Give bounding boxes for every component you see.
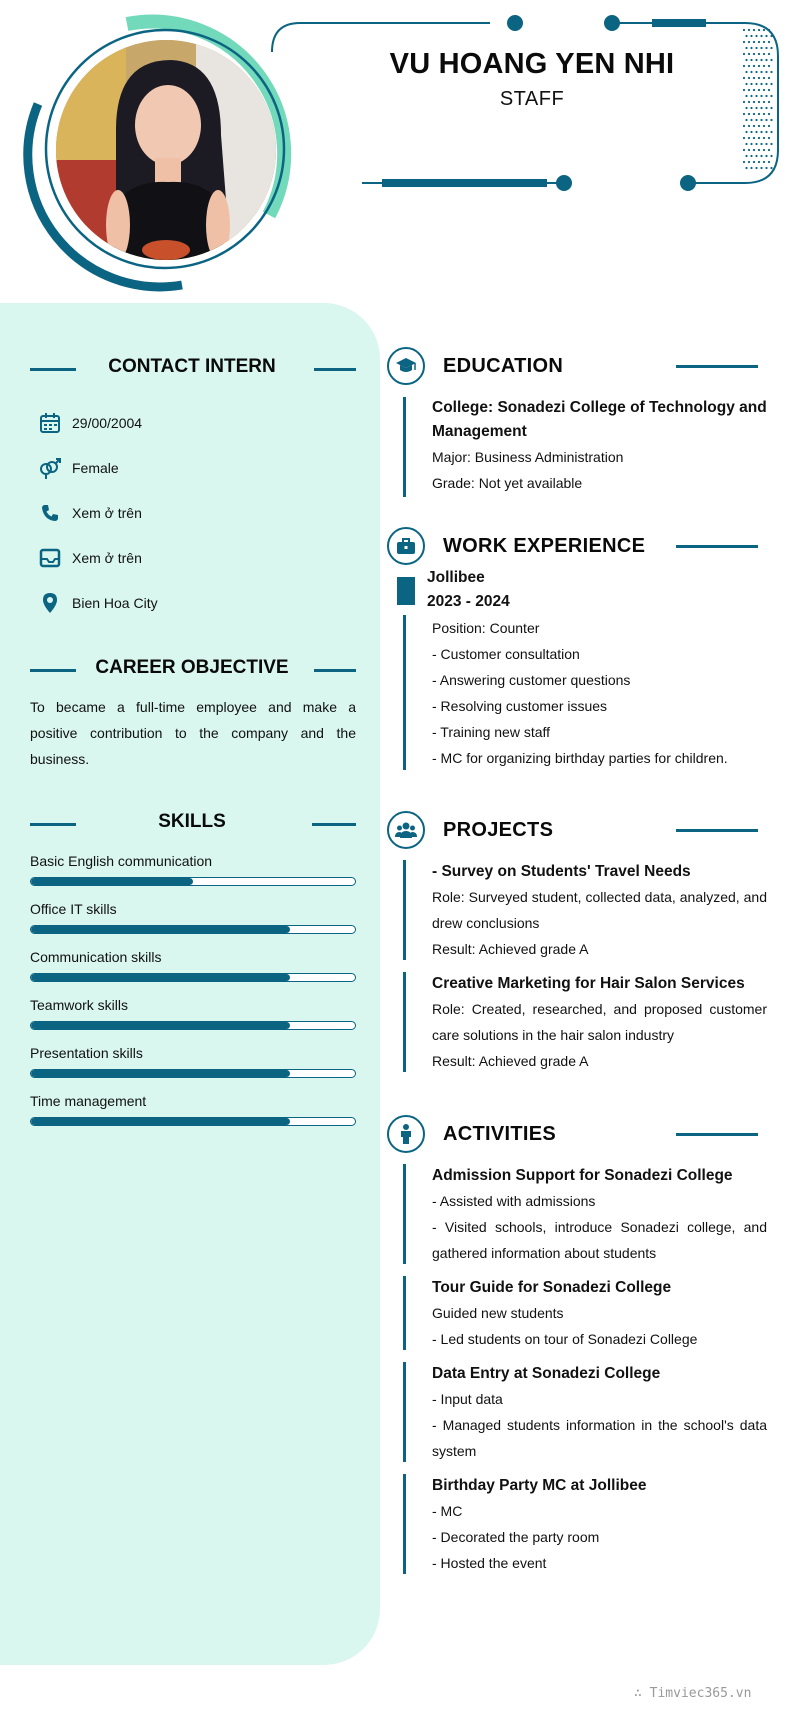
timeline-line: [403, 1276, 406, 1350]
activity-line: Guided new students: [432, 1305, 564, 1321]
work-period: 2023 - 2024: [427, 593, 510, 610]
divider: [30, 368, 76, 371]
skill-name: Office IT skills: [30, 901, 117, 917]
education-entry: [432, 396, 767, 496]
skill-item: [30, 901, 356, 934]
skill-bar-fill: [31, 878, 193, 885]
contact-gender: [38, 455, 119, 481]
activity-name: Admission Support for Sonadezi College: [432, 1167, 733, 1184]
contact-text: Xem ở trên: [72, 505, 142, 521]
divider: [314, 669, 356, 672]
skill-bar-fill: [31, 926, 290, 933]
skill-name: Communication skills: [30, 949, 162, 965]
timeline-line: [403, 1164, 406, 1264]
contact-location: [38, 590, 158, 616]
activity-line: - Decorated the party room: [432, 1529, 600, 1545]
contact-birthday: [38, 410, 142, 436]
activity-item: [432, 1164, 767, 1266]
grade: Grade: Not yet available: [432, 475, 583, 491]
major: Major: Business Administration: [432, 449, 624, 465]
skill-name: Time management: [30, 1093, 147, 1109]
college-name: College: Sonadezi College of Technology and Management: [432, 399, 767, 440]
project-name: - Survey on Students' Travel Needs: [432, 863, 691, 880]
phone-icon: [38, 501, 62, 525]
skill-bar: [30, 877, 356, 886]
divider: [312, 823, 356, 826]
divider: [676, 829, 758, 832]
graduation-cap-icon: [387, 347, 425, 385]
skills-title: SKILLS: [158, 811, 226, 832]
divider: [314, 368, 356, 371]
activity-line: - Hosted the event: [432, 1555, 547, 1571]
skill-bar-fill: [31, 1070, 290, 1077]
candidate-name: VU HOANG YEN NHI: [389, 48, 675, 80]
team-icon: [387, 811, 425, 849]
work-duty: - Resolving customer issues: [432, 698, 608, 714]
project-name: Creative Marketing for Hair Salon Services: [432, 975, 745, 992]
contact-title: CONTACT INTERN: [108, 356, 276, 377]
activity-item: [432, 1276, 767, 1352]
skill-bar-fill: [31, 1022, 290, 1029]
work-title: WORK EXPERIENCE: [443, 535, 646, 557]
calendar-icon: [38, 411, 62, 435]
activity-name: Birthday Party MC at Jollibee: [432, 1477, 647, 1494]
objective-text: To became a full-time employee and make a positive contribution to the company and the business.: [30, 699, 356, 767]
timeline-line: [403, 1362, 406, 1462]
location-icon: [38, 591, 62, 615]
activity-name: Data Entry at Sonadezi College: [432, 1365, 661, 1382]
divider: [30, 823, 76, 826]
skill-name: Basic English communication: [30, 853, 213, 869]
timeline-line: [403, 860, 406, 960]
skill-item: [30, 997, 356, 1030]
timeline-line: [403, 397, 406, 497]
contact-text: Xem ở trên: [72, 550, 142, 566]
skill-bar: [30, 1117, 356, 1126]
contact-email: [38, 545, 142, 571]
contact-text: Bien Hoa City: [72, 595, 158, 611]
watermark: ∴ Timviec365.vn: [634, 1686, 752, 1701]
project-item: [432, 972, 767, 1074]
gender-icon: [38, 456, 62, 480]
activity-name: Tour Guide for Sonadezi College: [432, 1279, 672, 1296]
objective-title: CAREER OBJECTIVE: [95, 657, 289, 678]
timeline-line: [403, 972, 406, 1072]
skill-name: Presentation skills: [30, 1045, 143, 1061]
project-role: Role: Surveyed student, collected data, analyzed, and drew conclusions: [432, 889, 767, 931]
work-company: [427, 566, 762, 614]
activity-item: [432, 1474, 767, 1576]
work-position: Position: Counter: [432, 620, 540, 636]
skill-bar: [30, 1069, 356, 1078]
contact-phone: [38, 500, 142, 526]
project-result: Result: Achieved grade A: [432, 1053, 589, 1069]
skill-item: [30, 1093, 356, 1126]
work-duty: - Answering customer questions: [432, 672, 631, 688]
timeline-line: [403, 1474, 406, 1574]
company-name: Jollibee: [427, 569, 485, 586]
project-role: Role: Created, researched, and proposed customer care solutions in the hair salon industry: [432, 1001, 767, 1043]
divider: [30, 669, 76, 672]
work-details: [432, 615, 767, 771]
work-duty: - Training new staff: [432, 724, 551, 740]
divider: [676, 1133, 758, 1136]
skill-bar-fill: [31, 974, 290, 981]
briefcase-icon: [387, 527, 425, 565]
divider: [676, 365, 758, 368]
skill-item: [30, 949, 356, 982]
activity-line: - Managed students information in the school's data system: [432, 1417, 767, 1459]
activity-item: [432, 1362, 767, 1464]
contact-text: Female: [72, 460, 119, 476]
skill-bar: [30, 973, 356, 982]
profile-photo: [56, 40, 276, 260]
skill-bar-fill: [31, 1118, 290, 1125]
work-duty: - MC for organizing birthday parties for children.: [432, 750, 728, 766]
activities-title: ACTIVITIES: [443, 1123, 557, 1145]
company-marker: [397, 577, 415, 605]
skill-name: Teamwork skills: [30, 997, 129, 1013]
project-result: Result: Achieved grade A: [432, 941, 589, 957]
project-item: [432, 860, 767, 962]
skill-bar: [30, 925, 356, 934]
contact-text: 29/00/2004: [72, 415, 143, 431]
activity-line: - Input data: [432, 1391, 503, 1407]
activity-line: - MC: [432, 1503, 463, 1519]
email-icon: [38, 546, 62, 570]
divider: [676, 545, 758, 548]
activity-line: - Assisted with admissions: [432, 1193, 596, 1209]
skill-item: [30, 1045, 356, 1078]
work-duty: - Customer consultation: [432, 646, 580, 662]
candidate-role: STAFF: [499, 88, 565, 110]
skill-bar: [30, 1021, 356, 1030]
projects-title: PROJECTS: [443, 819, 554, 841]
activity-line: - Led students on tour of Sonadezi College: [432, 1331, 698, 1347]
person-icon: [387, 1115, 425, 1153]
skill-item: [30, 853, 356, 886]
activity-line: - Visited schools, introduce Sonadezi college, and gathered information about students: [432, 1219, 767, 1261]
timeline-line: [403, 615, 406, 770]
education-title: EDUCATION: [443, 355, 564, 377]
